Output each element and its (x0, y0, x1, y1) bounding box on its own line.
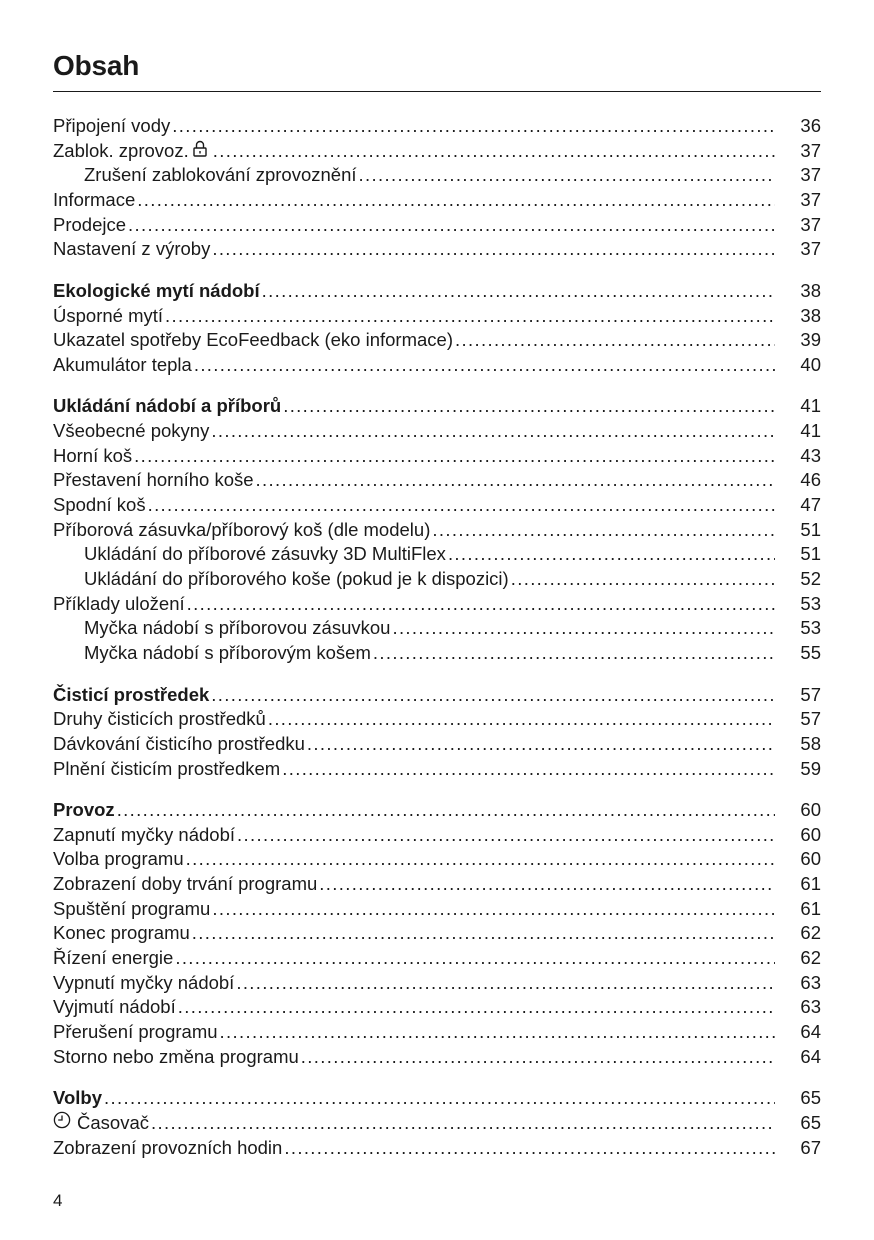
toc-entry-page: 65 (800, 1111, 821, 1133)
toc-entry[interactable] (53, 1111, 821, 1136)
dot-leader (128, 213, 775, 238)
toc-entry-page: 64 (800, 1045, 821, 1067)
lock-icon (193, 139, 207, 164)
toc-entry[interactable] (53, 1045, 821, 1070)
toc-entry-label: Připojení vody (53, 115, 171, 136)
dot-leader (151, 1111, 775, 1136)
toc-entry[interactable] (53, 328, 821, 353)
toc-entry[interactable] (53, 163, 821, 188)
toc-section-water (53, 114, 821, 262)
toc-entry-page: 61 (800, 897, 821, 919)
dot-leader (194, 353, 775, 378)
toc-entry-label: Čisticí prostředek (53, 683, 210, 705)
toc-entry-page: 38 (800, 304, 821, 326)
toc-section-eco (53, 279, 821, 378)
toc-entry-page: 47 (800, 494, 821, 515)
toc-entry-page: 41 (800, 395, 821, 417)
toc-entry-page: 38 (800, 279, 821, 301)
toc-entry-label: Storno nebo změna programu (53, 1045, 299, 1067)
toc-section-heading[interactable] (53, 798, 821, 823)
toc-entry-label: Plnění čisticím prostředkem (53, 757, 281, 779)
toc-entry-label: Přestavení horního koše (53, 469, 254, 491)
toc-entry-label: Druhy čisticích prostředků (53, 708, 266, 730)
toc-entry[interactable] (53, 1136, 821, 1161)
toc-entry[interactable] (53, 897, 821, 922)
toc-entry-page: 57 (800, 708, 821, 730)
toc-entry-page: 65 (800, 1087, 821, 1109)
toc-entry-page: 62 (800, 922, 821, 944)
dot-leader (212, 237, 775, 262)
dot-leader (262, 279, 775, 304)
toc-entry-label: Ukládání nádobí a příborů (53, 395, 282, 417)
dot-leader (178, 995, 775, 1020)
toc-entry-page: 62 (800, 947, 821, 969)
toc-entry-label: Ukládání do příborového koše (pokud je k dispozici) (84, 568, 509, 590)
toc-entry-label: Ukazatel spotřeby EcoFeedback (eko informace) (53, 329, 453, 351)
toc-entry-label: Volba programu (53, 848, 184, 870)
toc-entry-label: Časovač (77, 1111, 149, 1133)
toc-entry[interactable] (53, 213, 821, 238)
toc-entry-page: 51 (800, 543, 821, 565)
dot-leader (137, 188, 775, 213)
toc-entry[interactable] (53, 616, 821, 641)
toc-entry-page: 58 (800, 732, 821, 754)
dot-leader (268, 707, 775, 732)
toc-entry-label: Vyjmutí nádobí (53, 996, 176, 1018)
toc-entry-page: 36 (800, 115, 821, 136)
dot-leader (192, 921, 775, 946)
toc-entry-page: 51 (800, 518, 821, 540)
toc-entry-label: Úsporné mytí (53, 304, 164, 326)
dot-leader (283, 394, 775, 419)
table-of-contents (53, 114, 821, 1177)
toc-entry[interactable] (53, 493, 821, 518)
dot-leader (319, 872, 775, 897)
toc-entry-page: 67 (800, 1136, 821, 1158)
dot-leader (148, 493, 775, 518)
toc-entry-page: 43 (800, 444, 821, 466)
toc-entry-page: 60 (800, 823, 821, 845)
dot-leader (213, 139, 775, 164)
dot-leader (448, 542, 775, 567)
toc-entry-label: Volby (53, 1087, 102, 1109)
dot-leader (455, 328, 775, 353)
dot-leader (117, 798, 775, 823)
toc-entry-page: 53 (800, 592, 821, 614)
toc-entry[interactable] (53, 732, 821, 757)
dot-leader (256, 468, 775, 493)
toc-entry[interactable] (53, 823, 821, 848)
toc-entry-label: Zablok. zprovoz. (53, 139, 189, 161)
toc-entry-label: Zobrazení provozních hodin (53, 1136, 283, 1158)
dot-leader (186, 847, 775, 872)
toc-entry[interactable] (53, 946, 821, 971)
toc-entry-label: Myčka nádobí s příborovým košem (84, 642, 371, 664)
dot-leader (307, 732, 775, 757)
toc-entry-label: Provoz (53, 798, 115, 820)
toc-entry[interactable] (53, 114, 821, 139)
toc-entry-label: Myčka nádobí s příborovou zásuvkou (84, 617, 391, 639)
dot-leader (432, 518, 775, 543)
dot-leader (511, 567, 775, 592)
toc-entry-page: 52 (800, 568, 821, 590)
toc-entry-page: 64 (800, 1021, 821, 1043)
toc-entry-label: Prodejce (53, 213, 127, 235)
toc-entry-page: 53 (800, 617, 821, 639)
toc-entry[interactable] (53, 567, 821, 592)
dot-leader (211, 419, 775, 444)
dot-leader (282, 757, 775, 782)
toc-entry-label: Řízení energie (53, 947, 174, 969)
dot-leader (175, 946, 775, 971)
toc-entry-page: 57 (800, 683, 821, 705)
toc-entry[interactable] (53, 139, 821, 164)
dot-leader (187, 592, 775, 617)
toc-entry[interactable] (53, 995, 821, 1020)
dot-leader (211, 683, 775, 708)
toc-section-heading[interactable] (53, 683, 821, 708)
page-number: 4 (53, 1191, 63, 1210)
toc-entry[interactable] (53, 872, 821, 897)
toc-section-heading[interactable] (53, 1086, 821, 1111)
toc-entry[interactable] (53, 1020, 821, 1045)
toc-entry-label: Příborová zásuvka/příborový koš (dle modelu) (53, 518, 431, 540)
toc-entry-page: 40 (800, 353, 821, 375)
toc-entry[interactable] (53, 304, 821, 329)
toc-entry-label: Ukládání do příborové zásuvky 3D MultiFlex (84, 543, 446, 565)
toc-entry[interactable] (53, 757, 821, 782)
toc-entry-page: 59 (800, 757, 821, 779)
toc-section-heading[interactable] (53, 279, 821, 304)
dot-leader (236, 971, 775, 996)
toc-entry[interactable] (53, 468, 821, 493)
toc-entry-page: 37 (800, 213, 821, 235)
dot-leader (359, 163, 775, 188)
toc-entry[interactable] (53, 444, 821, 469)
dot-leader (284, 1136, 775, 1161)
dot-leader (165, 304, 775, 329)
toc-entry-label: Ekologické mytí nádobí (53, 279, 260, 301)
page-title: Obsah (53, 50, 140, 81)
toc-entry[interactable] (53, 921, 821, 946)
toc-entry-label: Příklady uložení (53, 592, 185, 614)
toc-entry-label: Přerušení programu (53, 1021, 218, 1043)
toc-entry-page: 37 (800, 164, 821, 186)
toc-entry-label: Dávkování čisticího prostředku (53, 732, 305, 754)
toc-entry-page: 39 (800, 329, 821, 351)
dot-leader (212, 897, 775, 922)
dot-leader (104, 1086, 775, 1111)
dot-leader (220, 1020, 775, 1045)
toc-entry-label: Konec programu (53, 922, 190, 944)
toc-entry-label: Spodní koš (53, 494, 146, 515)
toc-entry-page: 63 (800, 971, 821, 993)
dot-leader (134, 444, 775, 469)
toc-entry-page: 60 (800, 798, 821, 820)
toc-entry[interactable] (53, 237, 821, 262)
toc-entry-page: 37 (800, 189, 821, 211)
toc-entry-label: Vypnutí myčky nádobí (53, 971, 235, 993)
toc-section-detergent (53, 683, 821, 782)
toc-entry[interactable] (53, 542, 821, 567)
toc-section-operation (53, 798, 821, 1070)
toc-entry-label: Spuštění programu (53, 897, 211, 919)
toc-entry-label: Akumulátor tepla (53, 353, 192, 375)
dot-leader (237, 823, 775, 848)
toc-entry-label: Horní koš (53, 444, 133, 466)
toc-entry[interactable] (53, 518, 821, 543)
toc-entry-page: 55 (800, 642, 821, 664)
toc-entry-label: Zrušení zablokování zprovoznění (84, 164, 357, 186)
toc-entry-label: Nastavení z výroby (53, 238, 211, 260)
clock-icon (53, 1111, 71, 1136)
toc-entry-page: 37 (800, 139, 821, 161)
toc-entry[interactable] (53, 592, 821, 617)
toc-entry[interactable] (53, 641, 821, 666)
toc-entry-label: Všeobecné pokyny (53, 419, 210, 441)
toc-entry-label: Zobrazení doby trvání programu (53, 873, 318, 894)
toc-entry[interactable] (53, 847, 821, 872)
title-divider (53, 91, 821, 92)
toc-entry-page: 41 (800, 419, 821, 441)
dot-leader (172, 114, 775, 139)
toc-entry-page: 63 (800, 996, 821, 1018)
dot-leader (373, 641, 775, 666)
toc-entry[interactable] (53, 707, 821, 732)
dot-leader (392, 616, 775, 641)
toc-entry-page: 60 (800, 848, 821, 870)
toc-entry[interactable] (53, 419, 821, 444)
toc-entry[interactable] (53, 971, 821, 996)
toc-entry-page: 46 (800, 469, 821, 491)
dot-leader (301, 1045, 775, 1070)
toc-section-loading (53, 394, 821, 666)
toc-entry[interactable] (53, 353, 821, 378)
toc-section-heading[interactable] (53, 394, 821, 419)
toc-section-options (53, 1086, 821, 1160)
toc-entry-label: Zapnutí myčky nádobí (53, 823, 236, 845)
toc-entry-page: 61 (800, 873, 821, 894)
toc-entry-page: 37 (800, 238, 821, 260)
toc-entry-label: Informace (53, 189, 136, 211)
toc-entry[interactable] (53, 188, 821, 213)
